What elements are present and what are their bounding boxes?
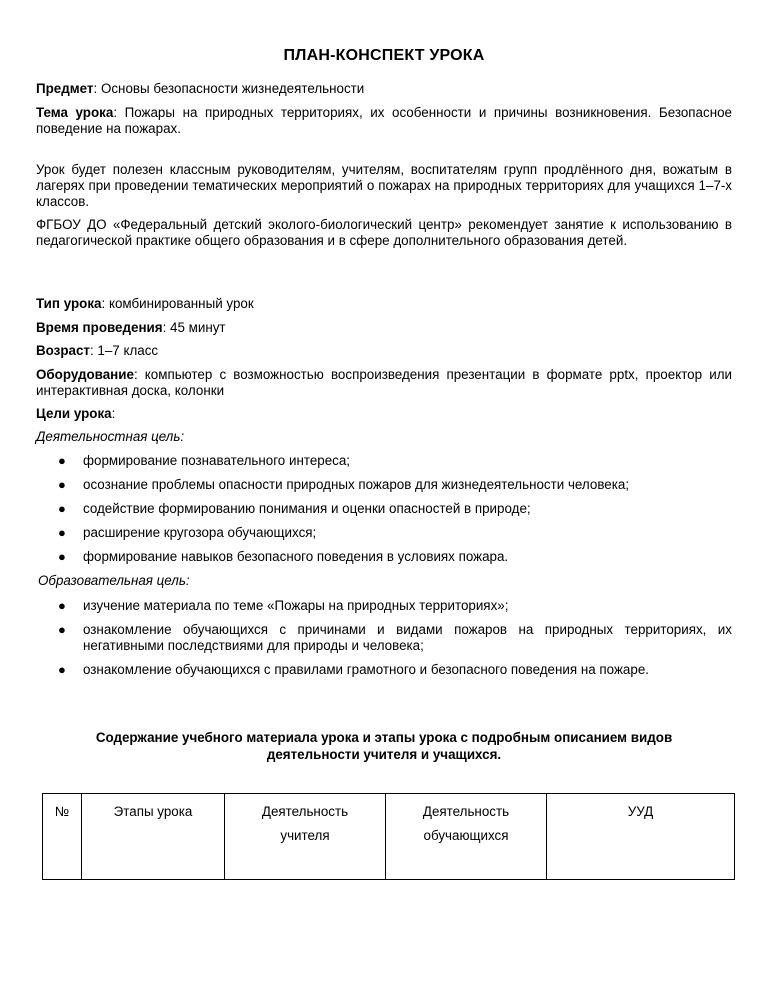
content-heading-line-1: Содержание учебного материала урока и этапы урока с подробным описанием видов xyxy=(95,730,673,745)
header-number: № xyxy=(43,794,82,880)
lesson-type-value: : комбинированный урок xyxy=(101,296,254,311)
age-line xyxy=(36,343,732,359)
document-title: ПЛАН-КОНСПЕКТ УРОКА xyxy=(283,47,485,64)
activity-goal-heading: Деятельностная цель: xyxy=(36,429,185,444)
list-item: ● изучение материала по теме «Пожары на природных территориях»; xyxy=(58,598,509,613)
duration-line xyxy=(36,320,732,336)
bullet-icon: ● xyxy=(58,525,66,540)
goals-label: Цели урока xyxy=(36,406,112,421)
content-heading-line-2: деятельности учителя и учащихся. xyxy=(266,747,502,762)
list-item: ● расширение кругозора обучающихся; xyxy=(58,525,317,540)
equipment-line xyxy=(36,367,732,399)
subject-label: Предмет xyxy=(36,81,94,96)
header-uud: УУД xyxy=(547,794,735,880)
lesson-type-label: Тип урока xyxy=(36,296,102,311)
goals-value: : xyxy=(111,406,116,421)
list-item: ● формирование познавательного интереса; xyxy=(58,453,351,468)
list-item: ● осознание проблемы опасности природных пожаров для жизнедеятельности человека; xyxy=(58,477,630,492)
header-teacher-activity: Деятельность учителя xyxy=(225,794,386,880)
topic-value: : Пожары на природных территориях, их особенности и причины возникновения. Безопасное поведение на пожарах. xyxy=(36,105,732,136)
age-value: : 1–7 класс xyxy=(89,343,159,358)
header-student-activity: Деятельность обучающихся xyxy=(386,794,547,880)
educational-goal-list xyxy=(36,598,732,678)
age-label: Возраст xyxy=(36,343,90,358)
topic-line xyxy=(36,105,732,137)
list-item: ● ознакомление обучающихся с причинами и видами пожаров на природных территориях, их негативными последствиями для природы и человека; xyxy=(58,622,732,653)
bullet-icon: ● xyxy=(58,549,66,564)
list-item: ● ознакомление обучающихся с правилами грамотного и безопасного поведения на пожаре. xyxy=(58,662,649,677)
content-heading xyxy=(36,729,732,763)
equipment-label: Оборудование xyxy=(36,367,134,382)
lesson-type-line xyxy=(36,296,732,312)
bullet-icon: ● xyxy=(58,598,66,613)
intro-paragraph-1: Урок будет полезен классным руководителям, учителям, воспитателям групп продлённого дня, вожатым в лагерях при проведении тематических мероприятий о пожарах на природных территориях для учащихся 1–7-х классов. xyxy=(36,162,732,209)
subject-line xyxy=(36,81,732,97)
equipment-value: : компьютер с возможностью воспроизведения презентации в формате pptx, проектор или интерактивная доска, колонки xyxy=(36,367,732,398)
list-item: ● содействие формированию понимания и оценки опасностей в природе; xyxy=(58,501,531,516)
bullet-icon: ● xyxy=(58,662,66,677)
table-header-row xyxy=(43,794,735,880)
bullet-icon: ● xyxy=(58,622,66,637)
intro-paragraph-2: ФГБОУ ДО «Федеральный детский эколого-биологический центр» рекомендует занятие к использованию в педагогической практике общего образования и в сфере дополнительного образования детей. xyxy=(36,217,732,248)
activity-goal-list xyxy=(36,453,732,565)
topic-label: Тема урока xyxy=(36,105,114,120)
bullet-icon: ● xyxy=(58,453,66,468)
bullet-icon: ● xyxy=(58,501,66,516)
educational-goal-heading: Образовательная цель: xyxy=(38,573,190,588)
header-stages: Этапы урока xyxy=(82,794,225,880)
subject-value: : Основы безопасности жизнедеятельности xyxy=(93,81,365,96)
lesson-table xyxy=(42,793,735,880)
goals-line xyxy=(36,406,732,422)
list-item: ● формирование навыков безопасного поведения в условиях пожара. xyxy=(58,549,509,564)
duration-value: : 45 минут xyxy=(162,320,226,335)
duration-label: Время проведения xyxy=(36,320,163,335)
bullet-icon: ● xyxy=(58,477,66,492)
